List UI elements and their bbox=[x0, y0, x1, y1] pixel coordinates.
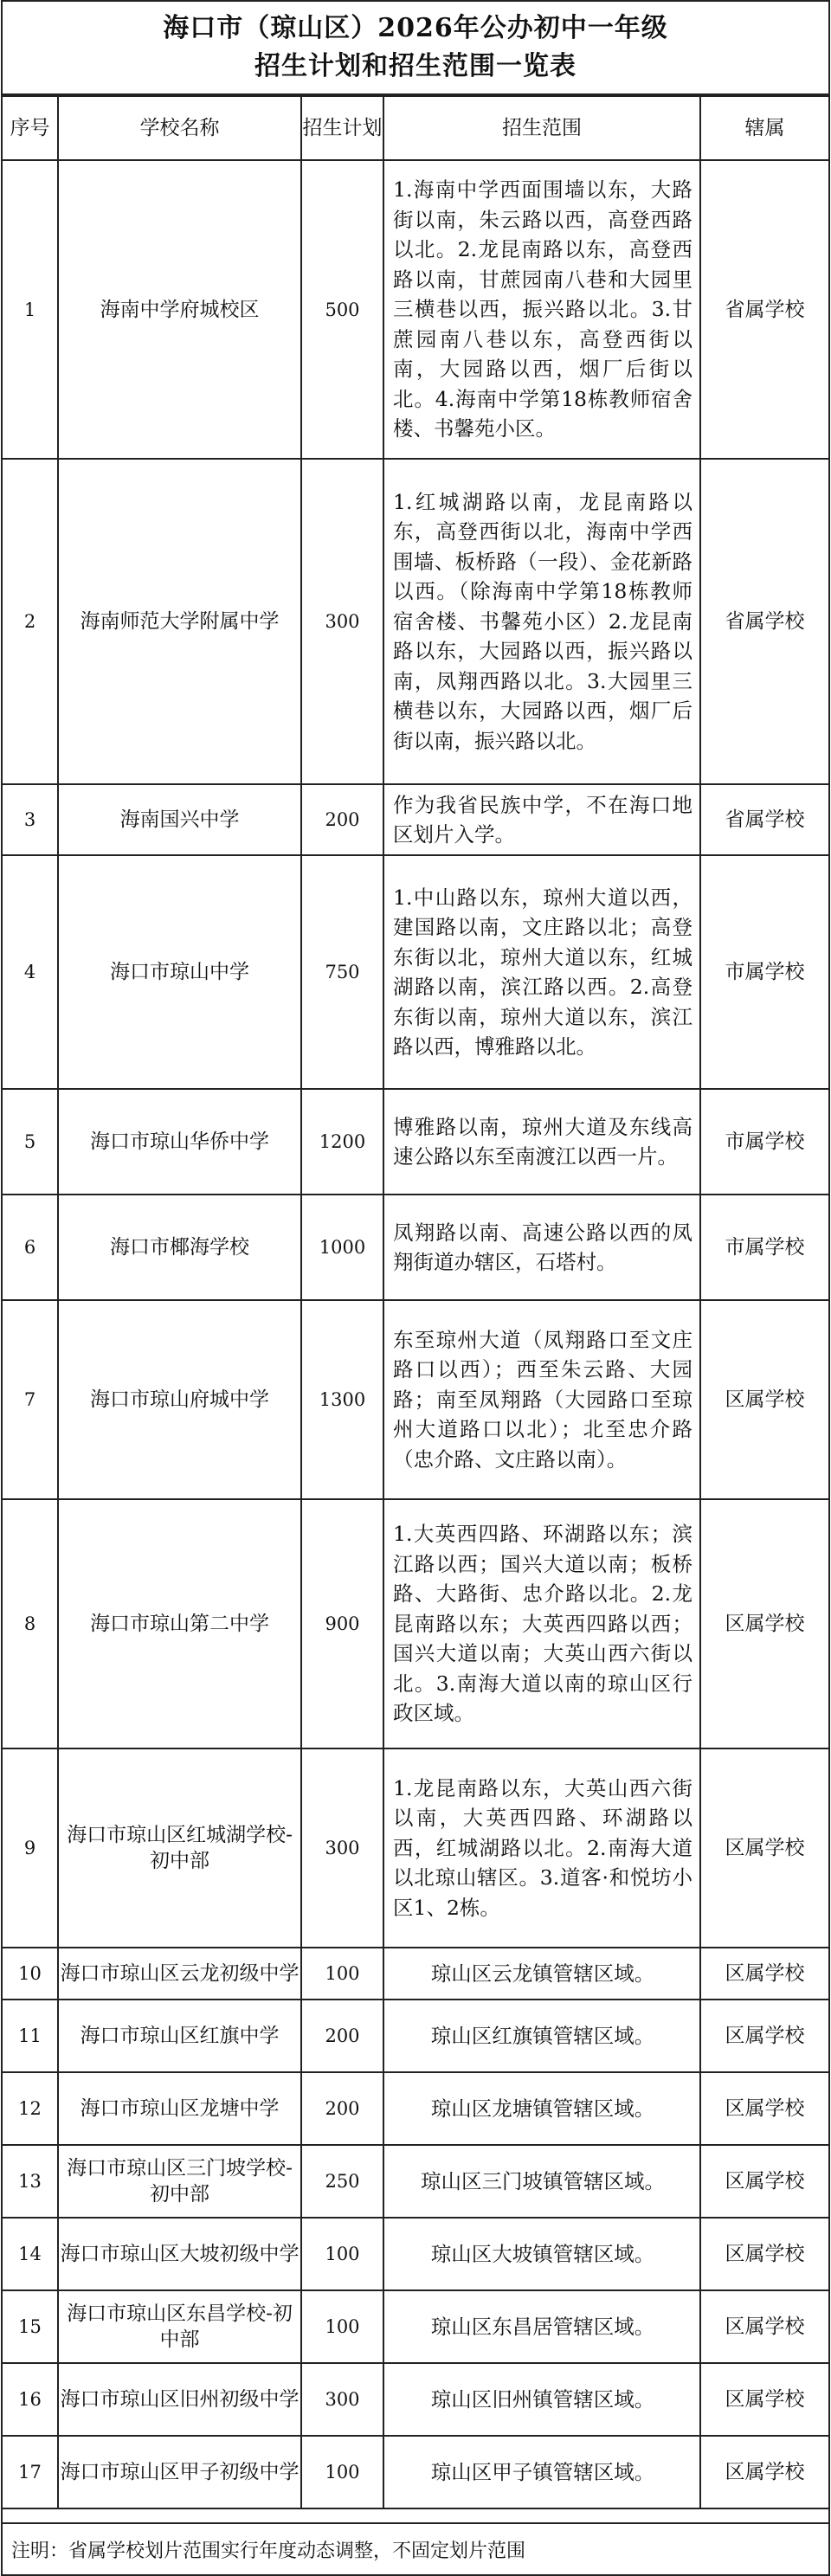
table-row bbox=[3, 2290, 828, 2363]
table-row bbox=[3, 784, 828, 855]
row-admission-range: 琼山区龙塘镇管辖区域。 bbox=[383, 2072, 700, 2145]
row-plan-count: 1200 bbox=[301, 1089, 383, 1195]
row-affiliation: 区属学校 bbox=[700, 2072, 828, 2145]
table-row bbox=[3, 855, 828, 1089]
row-plan-count: 300 bbox=[301, 459, 383, 784]
row-school-name: 海口市琼山区甲子初级中学 bbox=[58, 2436, 301, 2508]
header-affiliation: 辖属 bbox=[700, 96, 828, 160]
row-school-name: 海口市琼山区东昌学校-初中部 bbox=[58, 2290, 301, 2363]
row-admission-range: 琼山区东昌居管辖区域。 bbox=[383, 2290, 700, 2363]
sheet-title bbox=[3, 2, 828, 95]
footer-note: 注明：省属学校划片范围实行年度动态调整，不固定划片范围 bbox=[3, 2522, 828, 2574]
table-row bbox=[3, 2000, 828, 2072]
table-row bbox=[3, 1948, 828, 2000]
row-school-name: 海南国兴中学 bbox=[58, 784, 301, 855]
row-school-name: 海口市琼山区龙塘中学 bbox=[58, 2072, 301, 2145]
table-row bbox=[3, 1499, 828, 1748]
row-admission-range: 1.海南中学西面围墙以东，大路街以南，朱云路以西，高登西路以北。2.龙昆南路以东，高登西路以南，甘蔗园南八巷和大园里三横巷以西，振兴路以北。3.甘蔗园南八巷以东，高登西街以南，大园路以西，烟厂后街以北。4.海南中学第18栋教师宿舍楼、书馨苑小区。 bbox=[383, 160, 700, 459]
row-admission-range: 1.龙昆南路以东，大英山西六街以南，大英西四路、环湖路以西，红城湖路以北。2.南海大道以北琼山辖区。3.道客·和悦坊小区1、2栋。 bbox=[383, 1748, 700, 1948]
table-row bbox=[3, 2363, 828, 2436]
row-school-name: 海南师范大学附属中学 bbox=[58, 459, 301, 784]
row-plan-count: 250 bbox=[301, 2145, 383, 2218]
row-school-name: 海口市琼山区旧州初级中学 bbox=[58, 2363, 301, 2436]
row-affiliation: 省属学校 bbox=[700, 160, 828, 459]
row-school-name: 海口市琼山区大坡初级中学 bbox=[58, 2218, 301, 2290]
row-admission-range: 琼山区红旗镇管辖区域。 bbox=[383, 2000, 700, 2072]
row-school-name: 海口市琼山华侨中学 bbox=[58, 1089, 301, 1195]
row-school-name: 海口市琼山第二中学 bbox=[58, 1499, 301, 1748]
row-index: 9 bbox=[3, 1748, 58, 1948]
table-row bbox=[3, 2218, 828, 2290]
header-plan: 招生计划 bbox=[301, 96, 383, 160]
row-admission-range: 1.大英西四路、环湖路以东；滨江路以西；国兴大道以南；板桥路、大路街、忠介路以北。2.龙昆南路以东；大英西四路以西；国兴大道以南；大英山西六街以北。3.南海大道以南的琼山区行政区域。 bbox=[383, 1499, 700, 1748]
row-school-name: 海口市琼山区红旗中学 bbox=[58, 2000, 301, 2072]
header-school: 学校名称 bbox=[58, 96, 301, 160]
row-affiliation: 市属学校 bbox=[700, 1195, 828, 1300]
row-school-name: 海口市琼山中学 bbox=[58, 855, 301, 1089]
admission-sheet bbox=[1, 0, 830, 2576]
row-admission-range: 凤翔路以南、高速公路以西的凤翔街道办辖区，石塔村。 bbox=[383, 1195, 700, 1300]
row-plan-count: 200 bbox=[301, 2000, 383, 2072]
row-plan-count: 500 bbox=[301, 160, 383, 459]
row-index: 2 bbox=[3, 459, 58, 784]
header-range: 招生范围 bbox=[383, 96, 700, 160]
table-row bbox=[3, 459, 828, 784]
table-row bbox=[3, 1195, 828, 1300]
table-row bbox=[3, 2436, 828, 2508]
row-admission-range: 东至琼州大道（凤翔路口至文庄路口以西）；西至朱云路、大园路；南至凤翔路（大园路口至琼州大道路口以北）；北至忠介路（忠介路、文庄路以南）。 bbox=[383, 1300, 700, 1499]
admission-table bbox=[3, 95, 828, 2509]
table-row bbox=[3, 160, 828, 459]
row-index: 3 bbox=[3, 784, 58, 855]
row-affiliation: 区属学校 bbox=[700, 1748, 828, 1948]
table-row bbox=[3, 2145, 828, 2218]
row-admission-range: 1.中山路以东，琼州大道以西，建国路以南，文庄路以北；高登东街以北，琼州大道以东，红城湖路以南，滨江路以西。2.高登东街以南，琼州大道以东，滨江路以西，博雅路以北。 bbox=[383, 855, 700, 1089]
row-affiliation: 区属学校 bbox=[700, 1300, 828, 1499]
table-row bbox=[3, 1300, 828, 1499]
row-school-name: 海口市琼山府城中学 bbox=[58, 1300, 301, 1499]
row-index: 4 bbox=[3, 855, 58, 1089]
row-school-name: 海口市琼山区三门坡学校-初中部 bbox=[58, 2145, 301, 2218]
row-affiliation: 区属学校 bbox=[700, 2218, 828, 2290]
row-index: 11 bbox=[3, 2000, 58, 2072]
row-plan-count: 300 bbox=[301, 2363, 383, 2436]
row-school-name: 海口市琼山区云龙初级中学 bbox=[58, 1948, 301, 2000]
row-admission-range: 琼山区大坡镇管辖区域。 bbox=[383, 2218, 700, 2290]
row-plan-count: 200 bbox=[301, 784, 383, 855]
row-admission-range: 博雅路以南，琼州大道及东线高速公路以东至南渡江以西一片。 bbox=[383, 1089, 700, 1195]
row-affiliation: 区属学校 bbox=[700, 1948, 828, 2000]
row-affiliation: 市属学校 bbox=[700, 855, 828, 1089]
row-admission-range: 琼山区旧州镇管辖区域。 bbox=[383, 2363, 700, 2436]
row-school-name: 海南中学府城校区 bbox=[58, 160, 301, 459]
row-plan-count: 900 bbox=[301, 1499, 383, 1748]
row-plan-count: 1000 bbox=[301, 1195, 383, 1300]
row-index: 17 bbox=[3, 2436, 58, 2508]
row-admission-range: 作为我省民族中学，不在海口地区划片入学。 bbox=[383, 784, 700, 855]
row-school-name: 海口市椰海学校 bbox=[58, 1195, 301, 1300]
row-index: 15 bbox=[3, 2290, 58, 2363]
row-affiliation: 省属学校 bbox=[700, 784, 828, 855]
title-line-2: 招生计划和招生范围一览表 bbox=[254, 51, 577, 81]
row-plan-count: 100 bbox=[301, 2436, 383, 2508]
row-plan-count: 750 bbox=[301, 855, 383, 1089]
row-affiliation: 区属学校 bbox=[700, 2363, 828, 2436]
row-affiliation: 市属学校 bbox=[700, 1089, 828, 1195]
row-affiliation: 区属学校 bbox=[700, 2000, 828, 2072]
row-index: 8 bbox=[3, 1499, 58, 1748]
row-plan-count: 100 bbox=[301, 2290, 383, 2363]
row-index: 1 bbox=[3, 160, 58, 459]
table-row bbox=[3, 1748, 828, 1948]
header-index: 序号 bbox=[3, 96, 58, 160]
row-admission-range: 1.红城湖路以南，龙昆南路以东，高登西街以北，海南中学西围墙、板桥路（一段）、金花新路以西。（除海南中学第18栋教师宿舍楼、书馨苑小区）2.龙昆南路以东，大园路以西，振兴路以南，凤翔西路以北。3.大园里三横巷以东，大园路以西，烟厂后街以南，振兴路以北。 bbox=[383, 459, 700, 784]
header-row bbox=[3, 96, 828, 160]
title-line-1: 海口市（琼山区）2026年公办初中一年级 bbox=[163, 13, 668, 43]
row-index: 10 bbox=[3, 1948, 58, 2000]
row-affiliation: 区属学校 bbox=[700, 2145, 828, 2218]
row-affiliation: 区属学校 bbox=[700, 2436, 828, 2508]
row-index: 16 bbox=[3, 2363, 58, 2436]
row-school-name: 海口市琼山区红城湖学校-初中部 bbox=[58, 1748, 301, 1948]
table-row bbox=[3, 1089, 828, 1195]
table-row bbox=[3, 2072, 828, 2145]
row-index: 13 bbox=[3, 2145, 58, 2218]
row-plan-count: 100 bbox=[301, 1948, 383, 2000]
row-plan-count: 200 bbox=[301, 2072, 383, 2145]
row-index: 5 bbox=[3, 1089, 58, 1195]
row-plan-count: 1300 bbox=[301, 1300, 383, 1499]
row-index: 12 bbox=[3, 2072, 58, 2145]
row-affiliation: 省属学校 bbox=[700, 459, 828, 784]
row-affiliation: 区属学校 bbox=[700, 1499, 828, 1748]
row-index: 7 bbox=[3, 1300, 58, 1499]
row-admission-range: 琼山区云龙镇管辖区域。 bbox=[383, 1948, 700, 2000]
row-admission-range: 琼山区三门坡镇管辖区域。 bbox=[383, 2145, 700, 2218]
row-plan-count: 100 bbox=[301, 2218, 383, 2290]
row-affiliation: 区属学校 bbox=[700, 2290, 828, 2363]
row-index: 14 bbox=[3, 2218, 58, 2290]
row-index: 6 bbox=[3, 1195, 58, 1300]
row-admission-range: 琼山区甲子镇管辖区域。 bbox=[383, 2436, 700, 2508]
row-plan-count: 300 bbox=[301, 1748, 383, 1948]
